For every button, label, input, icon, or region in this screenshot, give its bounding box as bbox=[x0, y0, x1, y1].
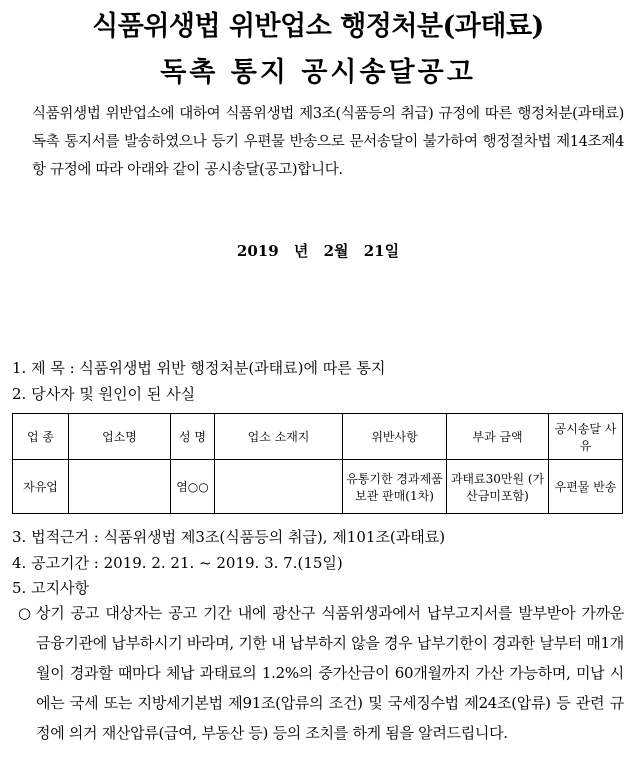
header-person-name: 성 명 bbox=[171, 414, 215, 460]
cell-violation: 유통기한 경과제품 보관 판매(1차) bbox=[343, 460, 447, 514]
item-subject: 1. 제 목 : 식품위생법 위반 행정처분(과태료)에 따른 통지 bbox=[12, 359, 386, 377]
cell-address bbox=[215, 460, 343, 514]
header-violation: 위반사항 bbox=[343, 414, 447, 460]
cell-amount: 과태료30만원 (가산금미포함) bbox=[447, 460, 549, 514]
cell-reason: 우편물 반송 bbox=[549, 460, 623, 514]
table-row bbox=[13, 460, 623, 514]
header-amount: 부과 금액 bbox=[447, 414, 549, 460]
circle-bullet-icon: ○ bbox=[18, 604, 32, 622]
header-address: 업소 소재지 bbox=[215, 414, 343, 460]
item-legal-basis: 3. 법적근거 : 식품위생법 제3조(식품등의 취급), 제101조(과태료) bbox=[12, 528, 446, 546]
item-notice-matters: 5. 고지사항 bbox=[12, 579, 90, 597]
item-notice-period: 4. 공고기간 : 2019. 2. 21. ~ 2019. 3. 7.(15일) bbox=[12, 554, 343, 572]
document-subtitle: 독촉 통지 공시송달공고 bbox=[160, 57, 476, 88]
cell-business-type: 자유업 bbox=[13, 460, 69, 514]
header-reason: 공시송달 사 유 bbox=[549, 414, 623, 460]
header-business-name: 업소명 bbox=[69, 414, 171, 460]
notice-paragraph bbox=[12, 598, 624, 748]
table-header-row bbox=[13, 414, 623, 460]
cell-business-name bbox=[69, 460, 171, 514]
notice-date: 2019 년 2월 21일 bbox=[236, 242, 400, 260]
document-title: 식품위생법 위반업소 행정처분(과태료) bbox=[92, 11, 544, 42]
notice-text: 상기 공고 대상자는 공고 기간 내에 광산구 식품위생과에서 납부고지서를 발부받아 가까운 금융기관에 납부하시기 바라며, 기한 내 납부하지 않을 경우 납부기한이 경과한 날부터 매1개월이 경과할 때마다 체납 과태료의 1.2%의 중가산금이 60개월까지 가산 가능하며, 미납 시에는 국세 또는 지방세기본법 제91조(압류의 조건) 및 국세징수법 제24조(압류) 등 관련 규정에 의거 재산압류(급여, 부동산 등) 등의 조치를 하게 됨을 알려드립니다. bbox=[36, 604, 624, 742]
cell-person-name: 염○○ bbox=[171, 460, 215, 514]
violation-table bbox=[12, 413, 623, 514]
item-parties: 2. 당사자 및 원인이 된 사실 bbox=[12, 385, 196, 403]
intro-paragraph bbox=[10, 100, 624, 184]
header-business-type: 업 종 bbox=[13, 414, 69, 460]
intro-text: 식품위생법 위반업소에 대하여 식품위생법 제3조(식품등의 취급) 규정에 따른 행정처분(과태료) 독촉 통지서를 발송하였으나 등기 우편물 반송으로 문서송달이 불가하여 행정절차법 제14조제4항 규정에 따라 아래와 같이 공시송달(공고)합니다. bbox=[32, 106, 624, 178]
